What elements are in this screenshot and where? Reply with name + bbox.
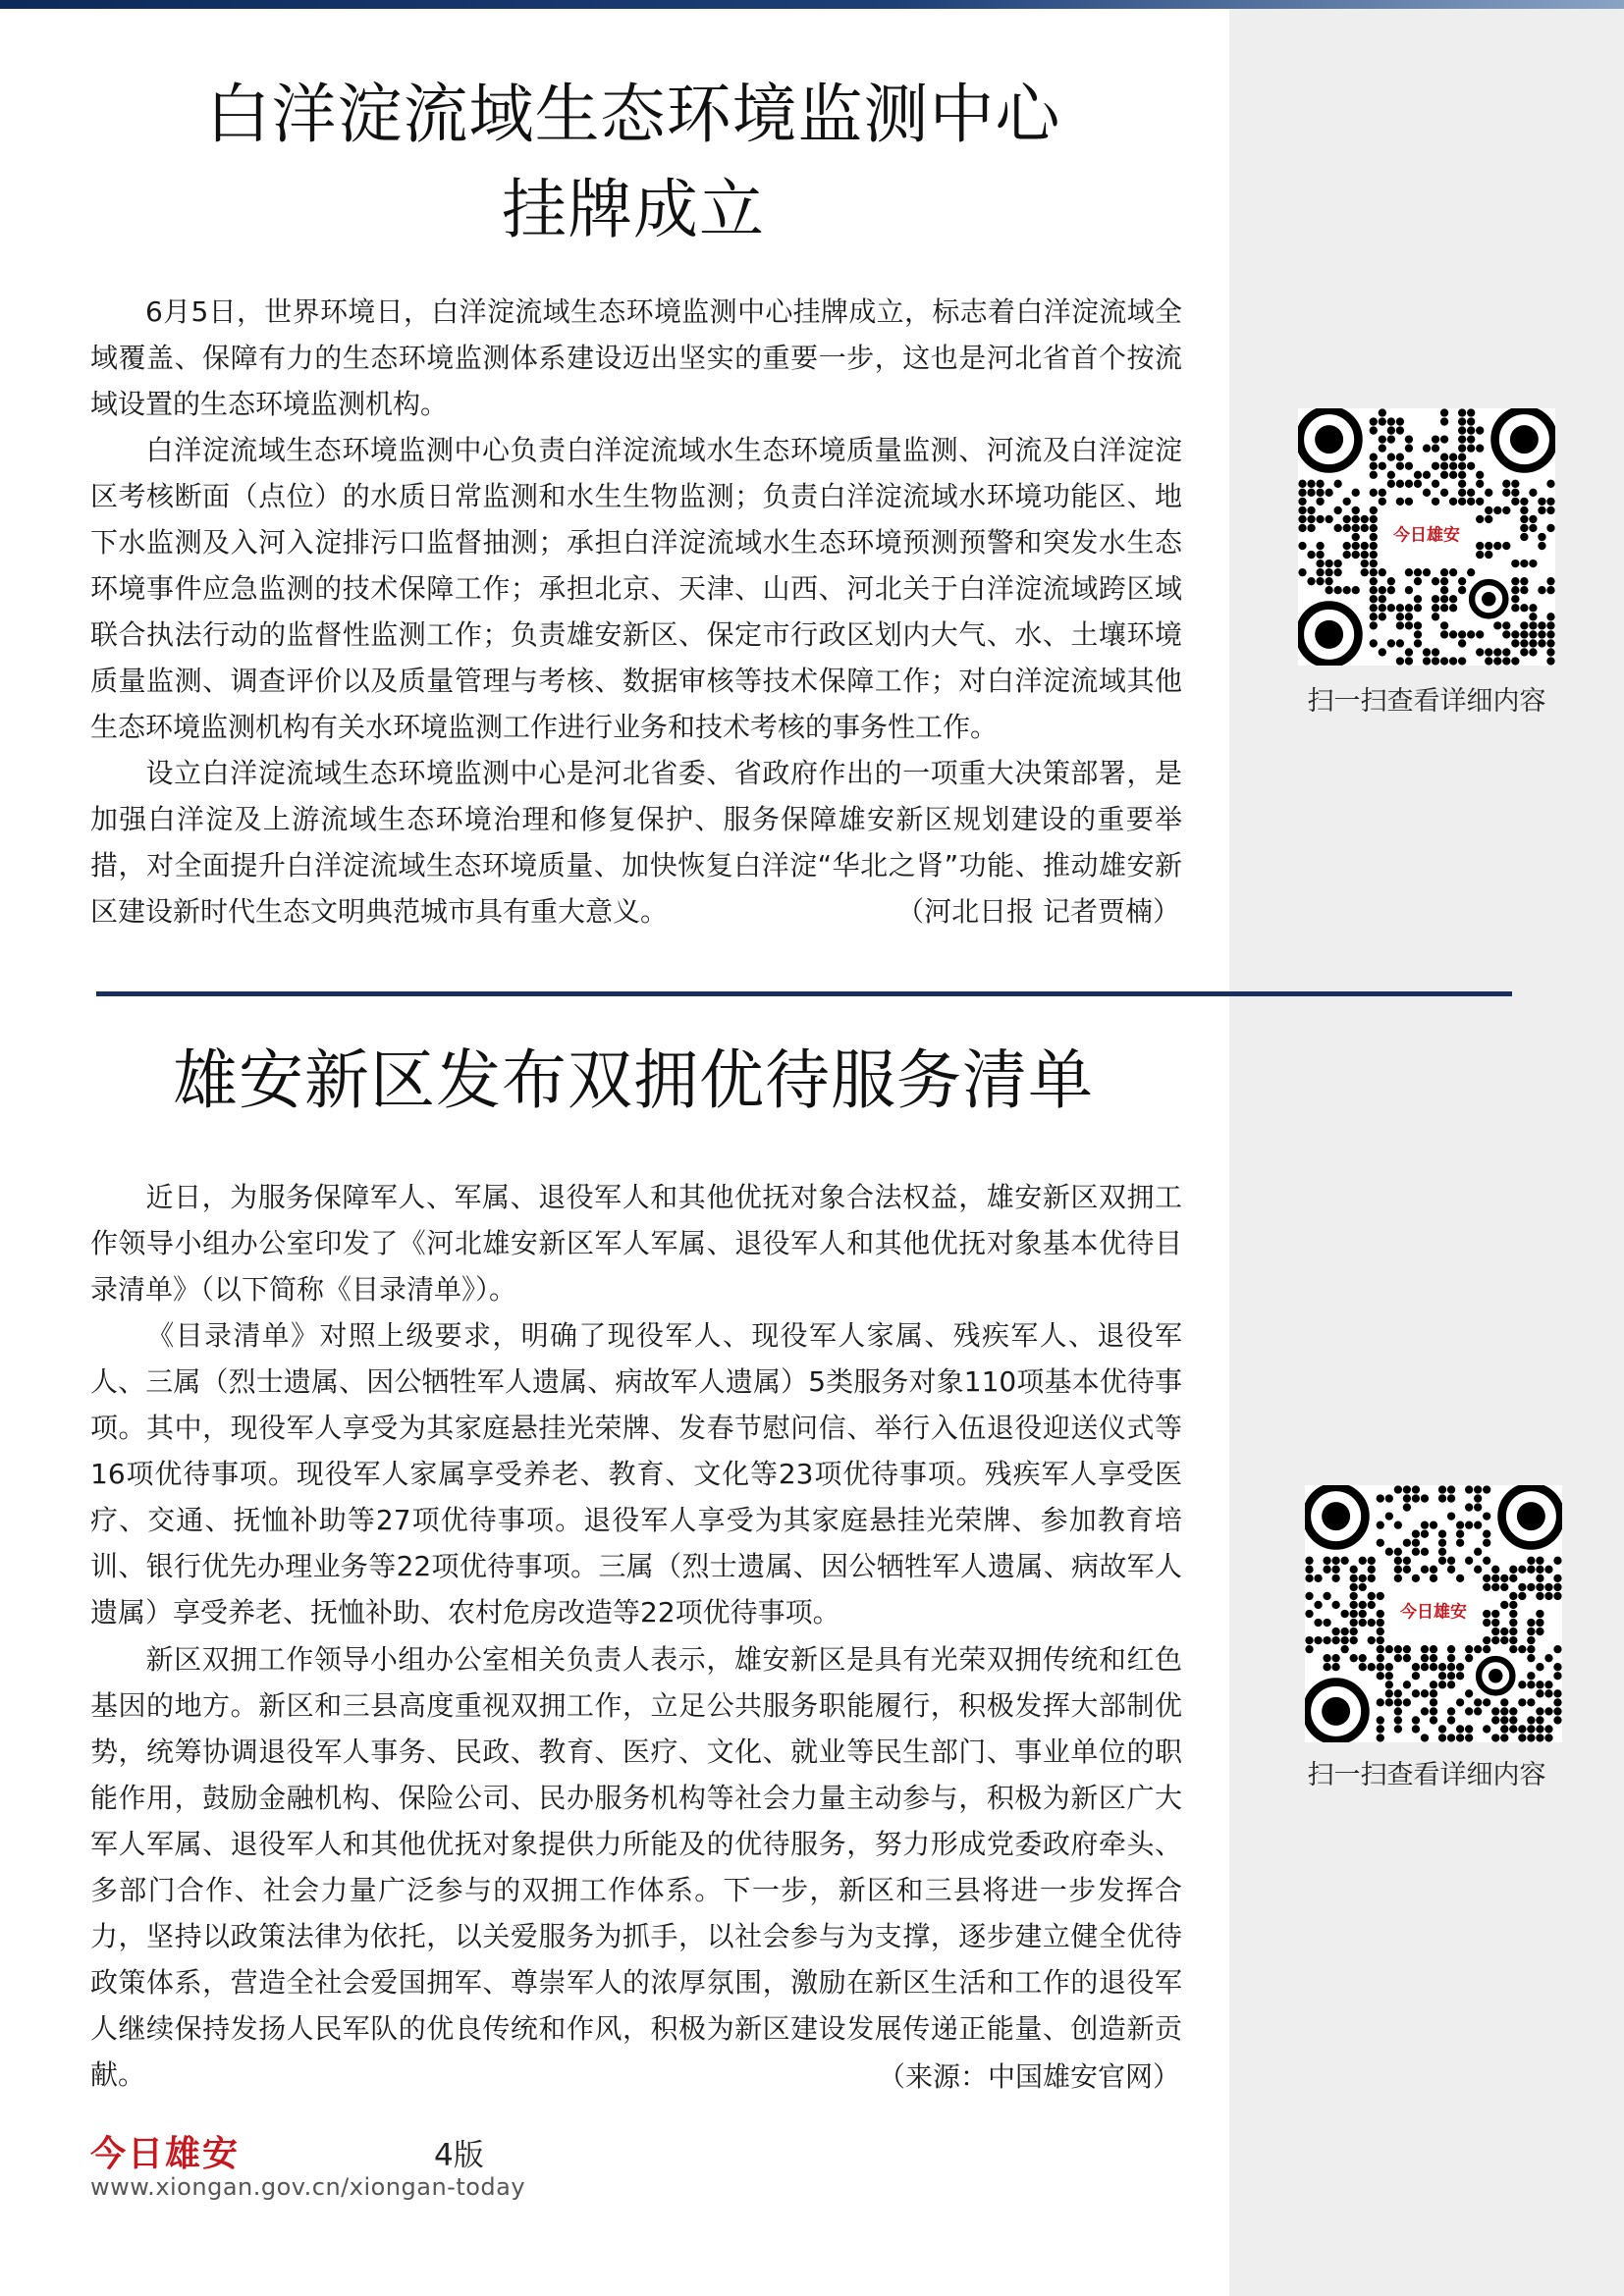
qr-caption: 扫一扫查看详细内容 [1307,686,1546,717]
svg-text:今日雄安: 今日雄安 [1400,1602,1467,1623]
qr-code-icon[interactable] [1305,1485,1562,1742]
article2-paragraph-2: 《目录清单》对照上级要求，明确了现役军人、现役军人家属、残疾军人、退役军人、三属（烈士遗属、因公牺牲军人遗属、病故军人遗属）5类服务对象110项基本优待事项。其中，现役军人享受为其家庭悬挂光荣牌、发春节慰问信、举行入伍退役迎送仪式等16项优待事项。现役军人家属享受养老、教育、文化等23项优待事项。残疾军人享受医疗、交通、抚恤补助等27项优待事项。退役军人享受为其家庭悬挂光荣牌、参加教育培训、银行优先办理业务等22项优待事项。三属（烈士遗属、因公牺牲军人遗属、病故军人遗属）享受养老、抚恤补助、农村危房改造等22项优待事项。 [90,1319,1182,1629]
svg-text:今日雄安: 今日雄安 [1393,525,1460,546]
article1-credit: （河北日报 记者贾楠） [896,895,1180,928]
article2-paragraph-3: 新区双拥工作领导小组办公室相关负责人表示，雄安新区是具有光荣双拥传统和红色基因的地方。新区和三县高度重视双拥工作，立足公共服务职能履行，积极发挥大部制优势，统筹协调退役军人事务、民政、教育、医疗、文化、就业等民生部门、事业单位的职能作用，鼓励金融机构、保险公司、民办服务机构等社会力量主动参与，积极为新区广大军人军属、退役军人和其他优抚对象提供力所能及的优待服务，努力形成党委政府牵头、多部门合作、社会力量广泛参与的双拥工作体系。下一步，新区和三县将进一步发挥合力，坚持以政策法律为依托，以关爱服务为抓手，以社会参与为支撑，逐步建立健全优待政策体系，营造全社会爱国拥军、尊崇军人的浓厚氛围，激励在新区生活和工作的退役军人继续保持发扬人民军队的优良传统和作风，积极为新区建设发展传递正能量、创造新贡献。 [90,1643,1182,2091]
page-number: 4版 [434,2138,484,2173]
qr-code-icon[interactable] [1298,408,1555,666]
article1-paragraph-2: 白洋淀流域生态环境监测中心负责白洋淀流域水生态环境质量监测、河流及白洋淀淀区考核断面（点位）的水质日常监测和水生生物监测；负责白洋淀流域水环境功能区、地下水监测及入河入淀排污口监督抽测；承担白洋淀流域水生态环境预测预警和突发水生态环境事件应急监测的技术保障工作；承担北京、天津、山西、河北关于白洋淀流域跨区域联合执法行动的监督性监测工作；负责雄安新区、保定市行政区划内大气、水、土壤环境质量监测、调查评价以及质量管理与考核、数据审核等技术保障工作；对白洋淀流域其他生态环境监测机构有关水环境监测工作进行业务和技术考核的事务性工作。 [90,434,1182,743]
section-divider [96,991,1512,996]
article2-credit: （来源：中国雄安官网） [877,2060,1180,2093]
sidebar-panel [1229,9,1624,2296]
top-accent-bar [0,0,1624,9]
qr-caption: 扫一扫查看详细内容 [1307,1760,1546,1790]
article2-paragraph-1: 近日，为服务保障军人、军属、退役军人和其他优抚对象合法权益，雄安新区双拥工作领导小组办公室印发了《河北雄安新区军人军属、退役军人和其他优抚对象基本优待目录清单》（以下简称《目录清单》）。 [90,1181,1182,1306]
article1-title-line2: 挂牌成立 [502,172,765,247]
footer-logo: 今日雄安 [90,2133,241,2174]
article1-paragraph-3: 设立白洋淀流域生态环境监测中心是河北省委、省政府作出的一项重大决策部署，是加强白洋淀及上游流域生态环境治理和修复保护、服务保障雄安新区规划建设的重要举措，对全面提升白洋淀流域生态环境质量、加快恢复白洋淀“华北之肾”功能、推动雄安新区建设新时代生态文明典范城市具有重大意义。 [90,757,1182,928]
article1-title-line1: 白洋淀流域生态环境监测中心 [205,77,1061,152]
article2-title: 雄安新区发布双拥优待服务清单 [173,1042,1094,1118]
article1-paragraph-1: 6月5日，世界环境日，白洋淀流域生态环境监测中心挂牌成立，标志着白洋淀流域全域覆盖、保障有力的生态环境监测体系建设迈出坚实的重要一步，这也是河北省首个按流域设置的生态环境监测机构。 [90,295,1182,420]
footer-url[interactable]: www.xiongan.gov.cn/xiongan-today [90,2173,526,2201]
